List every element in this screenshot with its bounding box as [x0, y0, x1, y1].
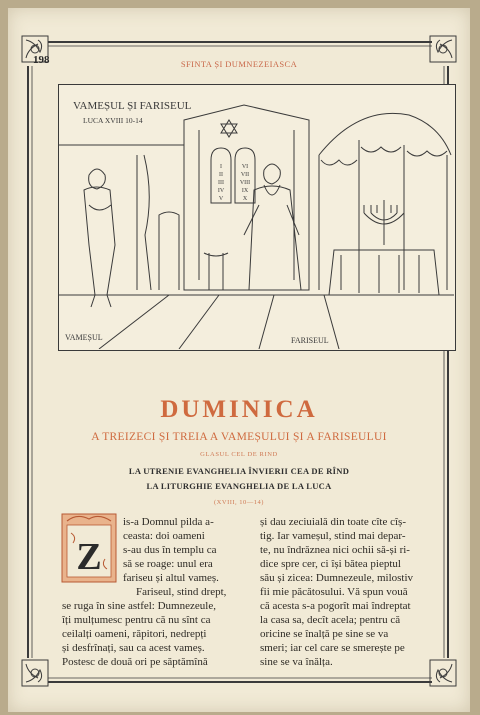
- corner-ornament-bottom-right: [430, 660, 456, 686]
- drop-cap-letter: Z: [76, 536, 102, 578]
- text-line: dice spre cer, ci își bătea pieptul: [260, 558, 401, 570]
- page-number: 198: [33, 54, 50, 66]
- label-publican: VAMEȘUL: [65, 333, 103, 342]
- text-line: că acesta s-a pogorît mai îndreptat: [260, 600, 411, 612]
- text-line: se ruga în sine astfel: Dumnezeule,: [62, 600, 216, 612]
- heading-subtitle: A TREIZECI ȘI TREIA A VAMEȘULUI ȘI A FARISEULUI: [91, 431, 387, 443]
- corner-ornament-bottom-left: [22, 660, 48, 686]
- text-line: îți mulțumesc pentru că nu sînt ca: [62, 614, 211, 626]
- drop-cap-ornament: [61, 513, 117, 583]
- text-line: oricine se înalță pe sine se va: [260, 628, 389, 640]
- caption-reference: LUCA XVIII 10-14: [83, 116, 143, 125]
- tablet-numeral: VII: [240, 172, 250, 178]
- text-line: să se roage: unul era: [123, 558, 213, 570]
- text-line: fii mie păcătosului. Vă spun vouă: [260, 586, 408, 598]
- tablet-numeral: IX: [241, 188, 249, 194]
- tablet-numeral: I: [220, 164, 222, 170]
- scripture-reference: (XVIII, 10—14): [214, 499, 264, 506]
- text-line: s-au dus în templu ca: [123, 544, 217, 556]
- text-line: și dau zeciuială din toate cîte cîș-: [260, 516, 406, 528]
- tablet-numeral: V: [218, 196, 224, 202]
- text-line: tig. Iar vameșul, stind mai depar-: [260, 530, 406, 542]
- tablet-numeral: VIII: [239, 180, 251, 186]
- text-line: Postesc de două ori pe săptămînă: [62, 656, 208, 668]
- tablet-numeral: II: [219, 172, 223, 178]
- tablet-numeral: X: [242, 196, 248, 202]
- text-line: fariseu și altul vameș.: [123, 572, 219, 584]
- illustration-publican-pharisee: [58, 84, 456, 351]
- text-line: ceilalți oameni, răpitori, nedrepți: [62, 628, 207, 640]
- text-line: ceasta: doi oameni: [123, 530, 205, 542]
- heading-utrenie: LA UTRENIE EVANGHELIA ÎNVIERII CEA DE RÎND: [128, 466, 350, 476]
- heading-glas: GLASUL CEL DE RIND: [200, 451, 278, 458]
- text-line: te, nu îndrăznea nici ochii să-și ri-: [260, 544, 410, 556]
- text-line: sine se va înălța.: [260, 656, 333, 668]
- heading-title: DUMINICA: [160, 396, 318, 423]
- text-line: și desfrînați, sau ca acest vameș.: [62, 642, 205, 654]
- running-head: SFINTA ȘI DUMNEZEIASCA: [180, 59, 298, 69]
- text-line: is-a Domnul pilda a-: [123, 516, 214, 528]
- tablet-numeral: VI: [241, 164, 249, 170]
- tablet-numeral: IV: [217, 188, 225, 194]
- heading-liturghie: LA LITURGHIE EVANGHELIA DE LA LUCA: [146, 481, 332, 491]
- tablet-numeral: III: [218, 180, 224, 186]
- caption-title: VAMEȘUL ȘI FARISEUL: [73, 100, 192, 112]
- text-line: său și zicea: Dumnezeule, milostiv: [260, 572, 414, 584]
- book-page: [8, 8, 470, 712]
- text-line: smeri; iar cel care se smerește pe: [260, 642, 405, 654]
- text-line: Fariseul, stind drept,: [136, 586, 227, 598]
- text-line: la casa sa, decît acela; pentru că: [260, 614, 401, 626]
- label-pharisee: FARISEUL: [291, 336, 329, 345]
